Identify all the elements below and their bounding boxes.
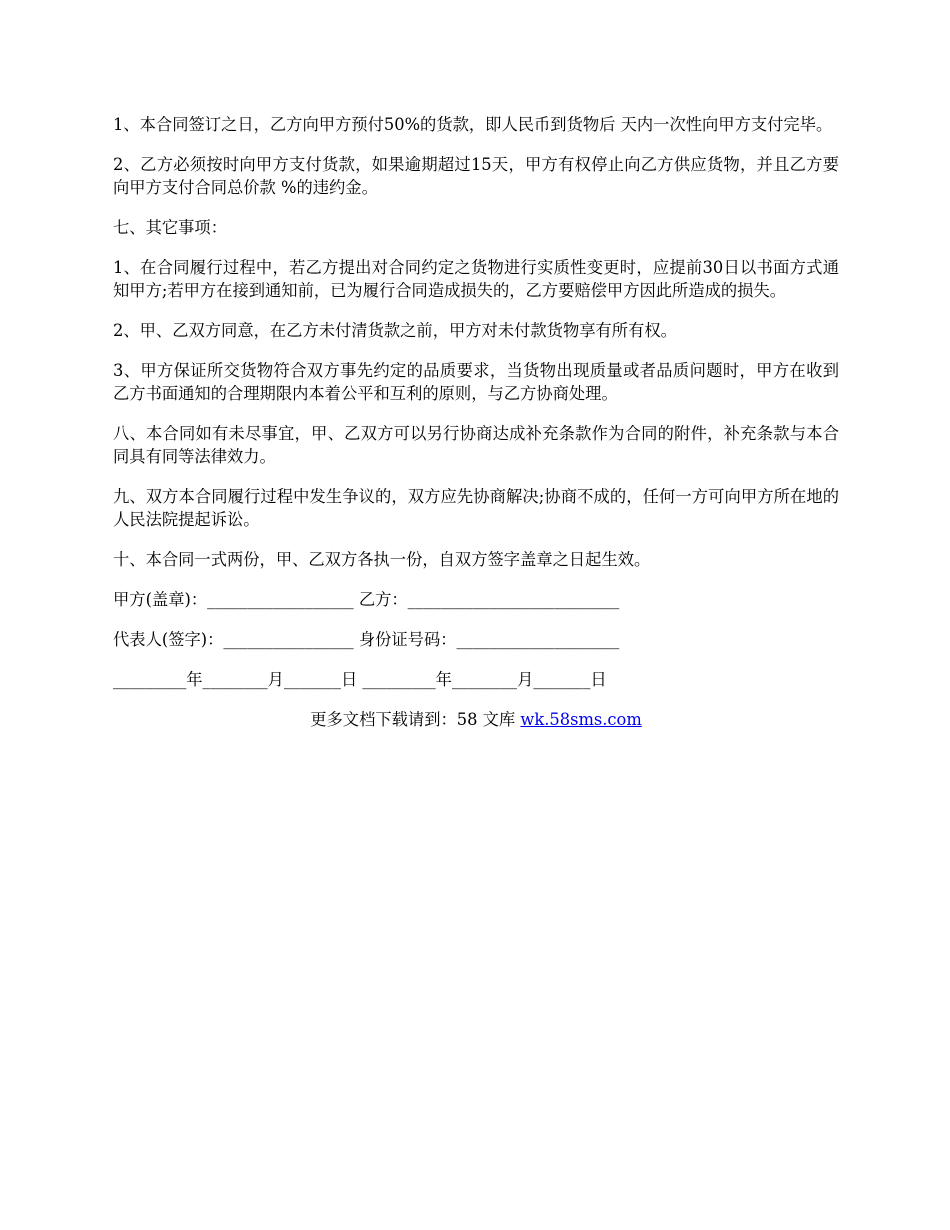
signature-representative-line: 代表人(签字)：________________ 身份证号码：____________________ bbox=[113, 630, 620, 649]
document-body bbox=[113, 113, 839, 731]
clause-change-notice: 1、在合同履行过程中，若乙方提出对合同约定之货物进行实质性变更时，应提前30日以书面方式通知甲方;若甲方在接到通知前，已为履行合同造成损失的，乙方要赔偿甲方因此所造成的损失。 bbox=[113, 258, 839, 300]
clause-dispute: 九、双方本合同履行过程中发生争议的，双方应先协商解决;协商不成的，任何一方可向甲方所在地的人民法院提起诉讼。 bbox=[113, 487, 839, 529]
section-heading-other-matters: 七、其它事项： bbox=[113, 218, 227, 237]
download-footer bbox=[113, 708, 839, 731]
signature-party-line: 甲方(盖章)：__________________ 乙方：__________________________ bbox=[113, 590, 620, 609]
clause-ownership: 2、甲、乙双方同意，在乙方未付清货款之前，甲方对未付款货物享有所有权。 bbox=[113, 321, 677, 340]
footer-link[interactable]: wk.58sms.com bbox=[520, 710, 642, 729]
clause-effective: 十、本合同一式两份，甲、乙双方各执一份，自双方签字盖章之日起生效。 bbox=[113, 550, 651, 569]
clause-payment-deadline: 2、乙方必须按时向甲方支付货款，如果逾期超过15天，甲方有权停止向乙方供应货物，并且乙方要向甲方支付合同总价款 %的违约金。 bbox=[113, 155, 839, 197]
clause-supplementary: 八、本合同如有未尽事宜，甲、乙双方可以另行协商达成补充条款作为合同的附件，补充条款与本合同具有同等法律效力。 bbox=[113, 424, 839, 466]
clause-quality: 3、甲方保证所交货物符合双方事先约定的品质要求，当货物出现质量或者品质问题时，甲方在收到乙方书面通知的合理期限内本着公平和互利的原则，与乙方协商处理。 bbox=[113, 361, 839, 403]
signature-date-line: _________年________月_______日 _________年________月_______日 bbox=[113, 670, 607, 689]
clause-payment-advance: 1、本合同签订之日，乙方向甲方预付50%的货款，即人民币到货物后 天内一次性向甲方支付完毕。 bbox=[113, 115, 833, 134]
footer-text: 更多文档下载请到：58 文库 bbox=[310, 710, 521, 729]
